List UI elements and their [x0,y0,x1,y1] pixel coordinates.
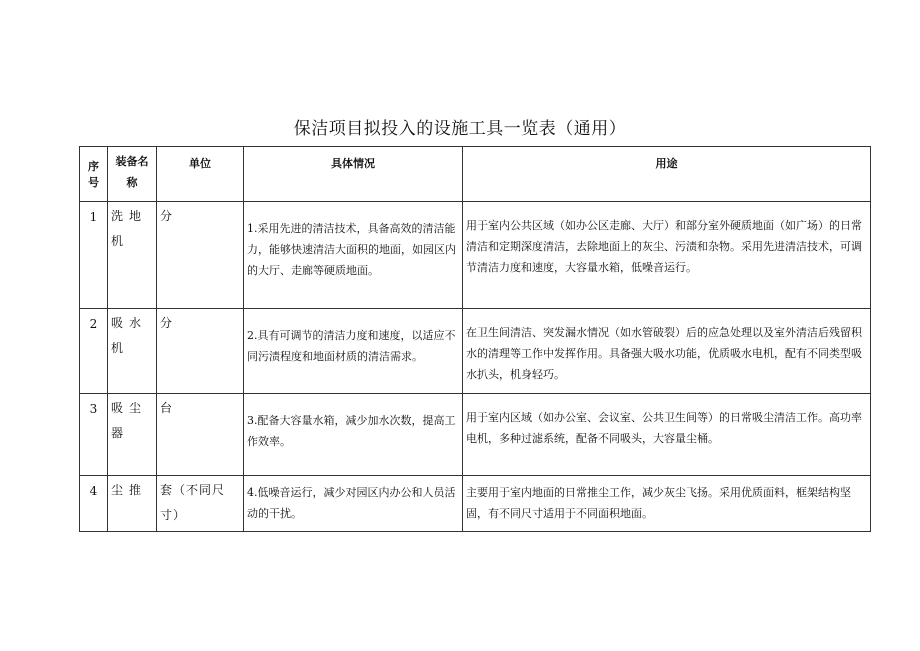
cell-seq: 4 [80,476,108,532]
cell-use: 主要用于室内地面的日常推尘工作，减少灰尘飞扬。采用优质面料，框架结构坚固，有不同尺寸适用于不同面积地面。 [463,476,871,532]
header-seq: 序号 [80,147,108,202]
cell-use: 在卫生间清洁、突发漏水情况（如水管破裂）后的应急处理以及室外清洁后残留积水的清理等工作中发挥作用。具备强大吸水功能，优质吸水电机，配有不同类型吸水扒头，机身轻巧。 [463,309,871,394]
cell-name: 洗地机 [108,202,157,309]
header-use: 用途 [463,147,871,202]
header-desc: 具体情况 [244,147,463,202]
cell-use: 用于室内区域（如办公室、会议室、公共卫生间等）的日常吸尘清洁工作。高功率电机，多种过滤系统，配备不同吸头，大容量尘桶。 [463,394,871,476]
cell-desc: 2.具有可调节的清洁力度和速度，以适应不同污渍程度和地面材质的清洁需求。 [244,309,463,394]
cell-unit: 分 [157,202,244,309]
page-title: 保洁项目拟投入的设施工具一览表（通用） [293,119,627,139]
equipment-table [79,146,871,532]
table-row [80,476,871,532]
cell-desc: 3.配备大容量水箱，减少加水次数，提高工作效率。 [244,394,463,476]
cell-desc: 4.低噪音运行，减少对园区内办公和人员活动的干扰。 [244,476,463,532]
cell-use: 用于室内公共区域（如办公区走廊、大厅）和部分室外硬质地面（如广场）的日常清洁和定期深度清洁，去除地面上的灰尘、污渍和杂物。采用先进清洁技术，可调节清洁力度和速度，大容量水箱，低噪音运行。 [463,202,871,309]
cell-name: 吸尘器 [108,394,157,476]
header-name: 装备名称 [108,147,157,202]
cell-seq: 1 [80,202,108,309]
cell-unit: 分 [157,309,244,394]
cell-name: 尘推 [108,476,157,532]
table-header-row [80,147,871,202]
header-unit: 单位 [157,147,244,202]
cell-unit: 套（不同尺寸） [157,476,244,532]
cell-seq: 2 [80,309,108,394]
table-row [80,309,871,394]
cell-name: 吸水机 [108,309,157,394]
cell-seq: 3 [80,394,108,476]
table-row [80,202,871,309]
cell-unit: 台 [157,394,244,476]
cell-desc: 1.采用先进的清洁技术，具备高效的清洁能力，能够快速清洁大面积的地面，如园区内的大厅、走廊等硬质地面。 [244,202,463,309]
table-row [80,394,871,476]
